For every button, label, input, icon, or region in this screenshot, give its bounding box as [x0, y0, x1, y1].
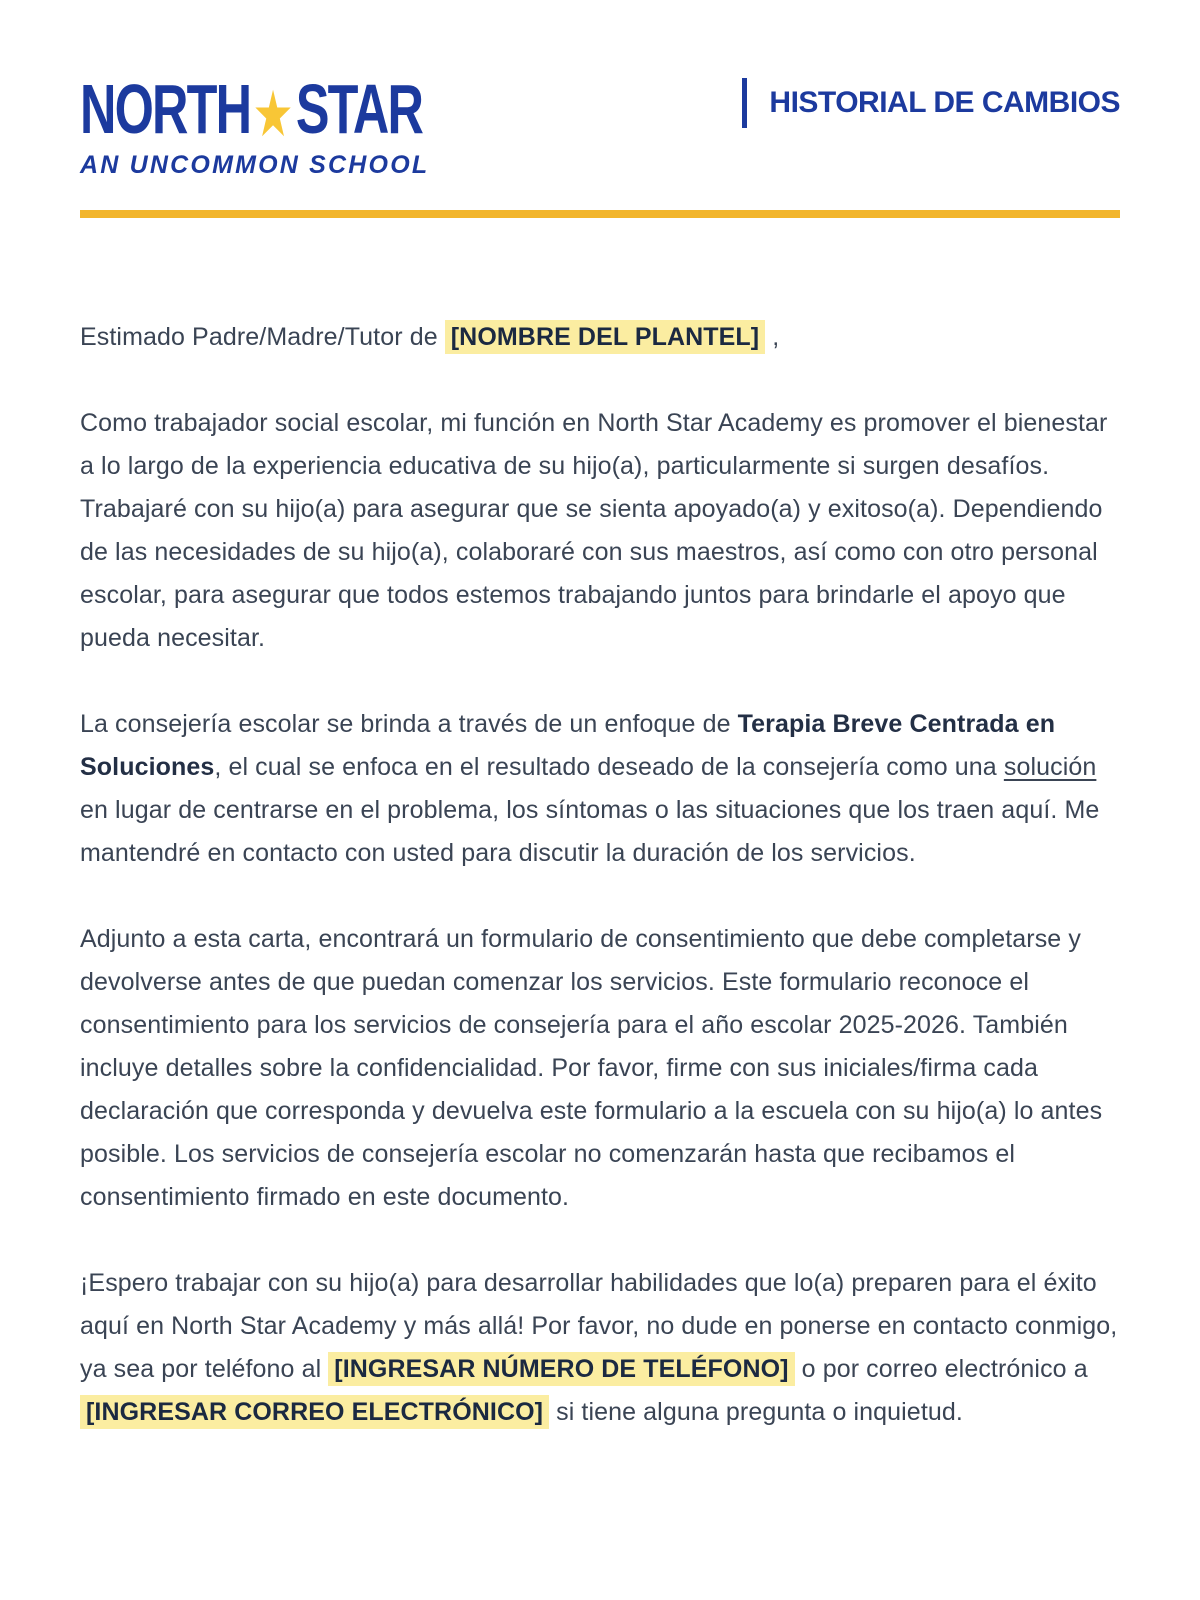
text-run: si tiene alguna pregunta o inquietud. [549, 1397, 963, 1426]
highlight-placeholder: [INGRESAR NÚMERO DE TELÉFONO] [328, 1352, 794, 1386]
paragraph [80, 316, 1120, 359]
paragraph [80, 918, 1120, 1219]
text-run: La consejería escolar se brinda a través de un enfoque de [80, 709, 738, 738]
text-run: , [765, 322, 780, 351]
text-run: , el cual se enfoca en el resultado deseado de la consejería como una [214, 752, 1004, 781]
logo-wordmark [80, 70, 423, 152]
gold-divider [80, 210, 1120, 218]
logo-word-north: NORTH [80, 70, 251, 148]
text-run: o por correo electrónico a [794, 1354, 1088, 1383]
paragraph [80, 402, 1120, 660]
text-run: Estimado Padre/Madre/Tutor de [80, 322, 445, 351]
text-run: ¡Espero trabajar con su hijo(a) para desarrollar habilidades que lo(a) preparen para el éxito aquí en North Star Academy y más allá! Por favor, no dude en ponerse en contacto conmigo, ya sea por teléfono al [80, 1268, 1118, 1383]
north-star-logo [80, 70, 555, 180]
vertical-bar-divider [742, 78, 747, 128]
highlight-placeholder: [NOMBRE DEL PLANTEL] [445, 320, 765, 354]
paragraph [80, 1262, 1120, 1434]
paragraph [80, 703, 1120, 875]
letter-header [80, 70, 1120, 180]
text-run: en lugar de centrarse en el problema, los síntomas o las situaciones que los traen aquí. Me mantendré en contacto con usted para discutir la duración de los servicios. [80, 795, 1100, 867]
text-run: Como trabajador social escolar, mi función en North Star Academy es promover el bienestar a lo largo de la experiencia educativa de su hijo(a), particularmente si surgen desafíos. Trabajaré con su hijo(a) para asegurar que se sienta apoyado(a) y exitoso(a). Dependiendo de las necesidades de su hijo(a), colaboraré con sus maestros, así como con otro personal escolar, para asegurar que todos estemos trabajando juntos para brindarle el apoyo que pueda necesitar. [80, 408, 1108, 652]
logo-tagline: AN UNCOMMON SCHOOL [80, 150, 430, 179]
doc-title: HISTORIAL DE CAMBIOS [769, 86, 1120, 119]
text-run: Adjunto a esta carta, encontrará un formulario de consentimiento que debe completarse y devolverse antes de que puedan comenzar los servicios. Este formulario reconoce el consentimiento para los servicios de consejería para el año escolar 2025-2026. También incluye detalles sobre la confidencialidad. Por favor, firme con sus iniciales/firma cada declaración que corresponda y devuelva este formulario a la escuela con su hijo(a) lo antes posible. Los servicios de consejería escolar no comenzarán hasta que recibamos el consentimiento firmado en este documento. [80, 924, 1103, 1211]
star-icon: ★ [252, 78, 294, 152]
bold-text: Terapia Breve Centrada en Soluciones [80, 709, 1056, 781]
letter-body [80, 316, 1120, 1434]
underlined-text: solución [1003, 752, 1097, 781]
doc-label-group [742, 78, 1120, 128]
highlight-placeholder: [INGRESAR CORREO ELECTRÓNICO] [80, 1395, 549, 1429]
logo-word-star: STAR [295, 70, 423, 148]
